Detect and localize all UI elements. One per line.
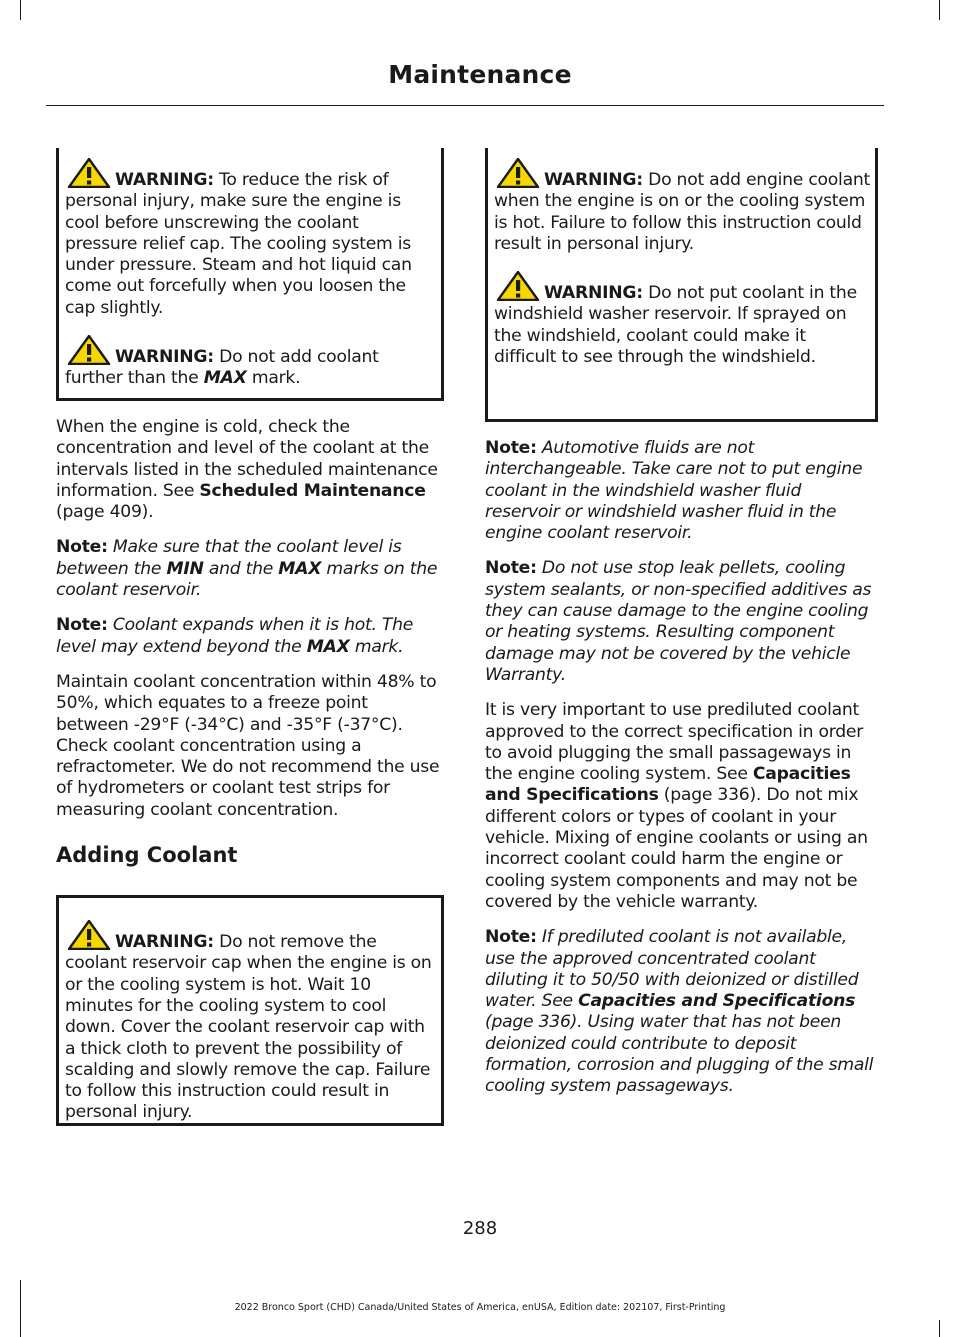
warning-box: [56, 148, 444, 401]
warning-label: WARNING:: [115, 932, 214, 953]
max-mark-label: MAX: [306, 636, 350, 657]
note-label: Note:: [56, 537, 108, 558]
note-text: Coolant expands when it is hot. The level may extend beyond the: [56, 615, 414, 657]
note-text: (page 336). Using water that has not been deionized could contribute to deposit formation, corrosion and plugging of the small cooling system passageways.: [485, 1012, 874, 1097]
right-column: [485, 148, 878, 1098]
crop-mark-bottom-right: [939, 1320, 940, 1337]
paragraph-text: When the engine is cold, check the concentration and level of the coolant at the intervals listed in the scheduled maintenance information. See: [56, 417, 438, 501]
warning-triangle-icon: [65, 335, 113, 365]
prediluted-coolant-paragraph: [485, 700, 878, 913]
note-text: Make sure that the coolant level is between the: [56, 537, 402, 579]
page-title: Maintenance: [388, 60, 572, 89]
warning-text: Do not add coolant further than the: [65, 347, 379, 389]
note-paragraph: [56, 615, 444, 658]
warning-triangle-icon: [494, 271, 542, 301]
note-text: If prediluted coolant is not available, use the approved concentrated coolant diluting it to 50/50 with deionized or distilled water. See: [485, 927, 859, 1012]
max-mark-label: MAX: [203, 368, 247, 389]
note-paragraph: [485, 438, 878, 544]
scheduled-maintenance-link[interactable]: Scheduled Maintenance: [199, 480, 426, 501]
crop-mark-top-right: [939, 0, 940, 20]
min-mark-label: MIN: [166, 558, 204, 579]
warning-label: WARNING:: [115, 347, 214, 368]
capacities-specifications-link[interactable]: Capacities and Specifications: [578, 991, 856, 1012]
note-paragraph: [485, 927, 878, 1097]
warning-paragraph: [65, 335, 436, 390]
note-label: Note:: [485, 558, 537, 579]
section-heading: Adding Coolant: [56, 843, 238, 868]
warning-text: Do not add engine coolant when the engine is on or the cooling system is hot. Failure to follow this instruction could result in personal injury.: [494, 170, 870, 254]
warning-label: WARNING:: [544, 170, 643, 190]
warning-triangle-icon: [65, 158, 113, 188]
warning-box: [485, 148, 878, 422]
note-label: Note:: [56, 615, 108, 636]
coolant-check-paragraph: [56, 417, 444, 523]
warning-label: WARNING:: [544, 283, 643, 304]
max-mark-label: MAX: [278, 558, 322, 579]
note-text: Automotive fluids are not interchangeable. Take care not to put engine coolant in the windshield washer fluid reservoir or windshield washer fluid in the engine coolant reservoir.: [485, 438, 863, 544]
warning-box: [56, 895, 444, 1126]
note-text: and the: [203, 558, 279, 579]
warning-paragraph: [494, 158, 870, 255]
warning-text: mark.: [246, 368, 301, 389]
warning-text: Do not remove the coolant reservoir cap when the engine is on or the cooling system is hot. Wait 10 minutes for the cooling system to cool down. Cover the coolant reservoir cap with a thick cloth to prevent the possibility of scalding and slowly remove the cap. Failure to follow this instruction could result in personal injury.: [65, 932, 432, 1123]
warning-paragraph: [494, 271, 870, 368]
page-number: 288: [462, 1218, 498, 1239]
title-divider: [46, 105, 884, 106]
note-text: mark.: [349, 636, 404, 657]
warning-paragraph: [65, 920, 436, 1124]
paragraph-text: It is very important to use prediluted coolant approved to the correct specification in order to avoid plugging the small passageways in the engine cooling system. See: [485, 700, 864, 785]
note-paragraph: [56, 537, 444, 601]
page-reference: (page 409).: [56, 502, 154, 523]
coolant-concentration-paragraph: Maintain coolant concentration within 48% to 50%, which equates to a freeze point between -29°F (-34°C) and -35°F (-37°C). Check coolant concentration using a refractometer. We do not recommend the use of hydrometers or coolant test strips for measuring coolant concentration.: [56, 671, 440, 820]
note-text: marks on the coolant reservoir.: [56, 558, 438, 601]
warning-triangle-icon: [65, 920, 113, 950]
paragraph-text: (page 336). Do not mix different colors or types of coolant in your vehicle. Mixing of engine coolants or using an incorrect coolant could harm the engine or cooling system components and may not be covered by the vehicle warranty.: [485, 785, 868, 912]
note-text: Do not use stop leak pellets, cooling system sealants, or non-specified additives as they can cause damage to the engine cooling or heating systems. Resulting component damage may not be covered by the vehicle Warranty.: [485, 558, 872, 685]
footer-edition-info: 2022 Bronco Sport (CHD) Canada/United States of America, enUSA, Edition date: 202107, First-Printing: [234, 1302, 726, 1313]
note-label: Note:: [485, 438, 537, 458]
warning-text: To reduce the risk of personal injury, make sure the engine is cool before unscrewing the coolant pressure relief cap. The cooling system is under pressure. Steam and hot liquid can come out forcefully when you loosen the cap slightly.: [65, 170, 412, 318]
crop-mark-top-left: [20, 0, 21, 20]
warning-label: WARNING:: [115, 170, 214, 190]
warning-text: Do not put coolant in the windshield washer reservoir. If sprayed on the windshield, coolant could make it difficult to see through the windshield.: [494, 283, 857, 368]
note-label: Note:: [485, 927, 537, 948]
left-column: [56, 148, 444, 1126]
warning-triangle-icon: [494, 158, 542, 188]
warning-paragraph: [65, 158, 436, 319]
note-paragraph: [485, 558, 878, 686]
capacities-specifications-link[interactable]: Capacities and Specifications: [485, 764, 851, 806]
